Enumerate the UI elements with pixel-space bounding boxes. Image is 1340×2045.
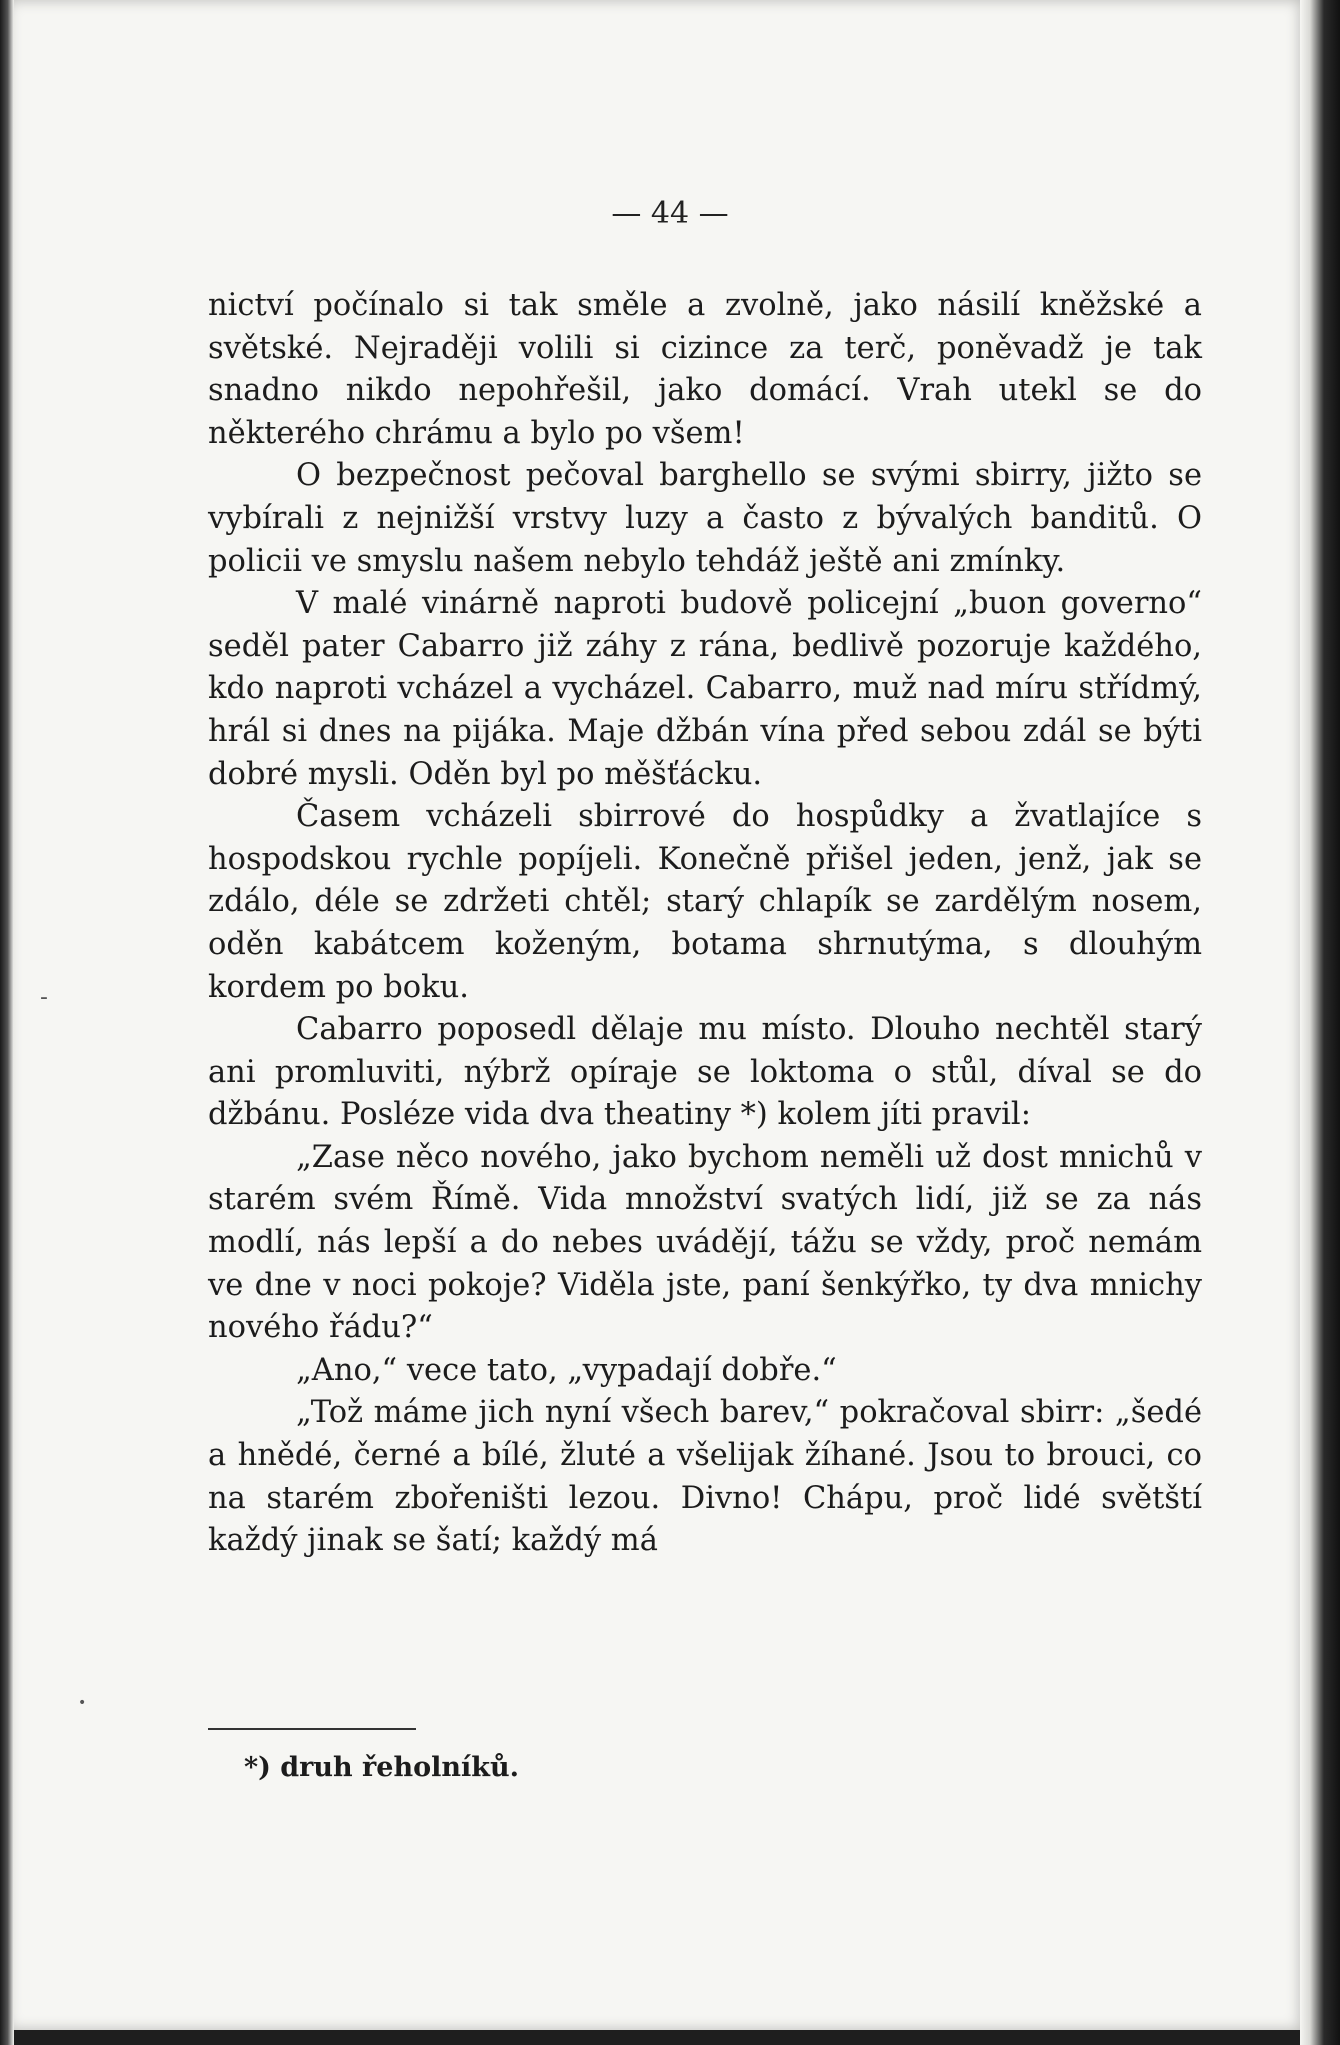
page-left-edge xyxy=(0,0,14,2045)
book-spine xyxy=(1300,0,1340,2045)
paragraph: Cabarro poposedl dělaje mu místo. Dlouho nechtěl starý ani promluviti, nýbrž opíraje se loktoma o stůl, díval se do džbánu. Posléze vida dva theatiny *) kolem jíti pravil: xyxy=(208,1012,1202,1133)
page-number: — 44 — xyxy=(611,196,729,231)
paragraph: V malé vinárně naproti budově policejní „buon governo“ seděl pater Cabarro již záhy z rána, bedlivě pozoruje každého, kdo naproti vcházel a vycházel. Cabarro, muž nad míru střídmý, hrál si dnes na pijáka. Maje džbán vína před sebou zdál se býti dobré mysli. Oděn byl po měšťácku. xyxy=(208,586,1202,792)
paragraph: „Ano,“ vece tato, „vypadají dobře.“ xyxy=(296,1352,837,1388)
margin-speck: - xyxy=(40,985,48,1010)
paragraph: „Tož máme jich nyní všech barev,“ pokračoval sbirr: „šedé a hnědé, černé a bílé, žluté a všelijak žíhané. Jsou to brouci, co na starém zbořeništi lezou. Divno! Chápu, proč lidé světští každý jinak se šatí; každý má xyxy=(208,1395,1202,1559)
footnote-divider xyxy=(208,1728,416,1730)
paragraph: O bezpečnost pečoval barghello se svými sbirry, jižto se vybírali z nejnižší vrstvy luzy a často z bývalých banditů. O policii ve smyslu našem nebylo tehdáž ještě ani zmínky. xyxy=(208,458,1202,579)
paragraph: Časem vcházeli sbirrové do hospůdky a žvatlajíce s hospodskou rychle popíjeli. Konečně přišel jeden, jenž, jak se zdálo, déle se zdržeti chtěl; starý chlapík se zardělým nosem, oděn kabátcem koženým, botama shrnutýma, s dlouhým kordem po boku. xyxy=(208,799,1202,1005)
footnote: *) druh řeholníků. xyxy=(244,1752,519,1783)
paragraph: „Zase něco nového, jako bychom neměli už dost mnichů v starém svém Římě. Vida množství svatých lidí, již se za nás modlí, nás lepší a do nebes uvádějí, tážu se vždy, proč nemám ve dne v noci pokoje? Viděla jste, paní šenkýřko, ty dva mnichy nového řádu?“ xyxy=(208,1139,1202,1346)
margin-speck: • xyxy=(78,1695,87,1711)
body-text xyxy=(208,285,1202,1563)
paragraph: nictví počínalo si tak směle a zvolně, jako násilí kněžské a světské. Nejraději volili si cizince za terč, poněvadž je tak snadno nikdo nepohřešil, jako domácí. Vrah utekl se do některého chrámu a bylo po všem! xyxy=(208,288,1202,451)
